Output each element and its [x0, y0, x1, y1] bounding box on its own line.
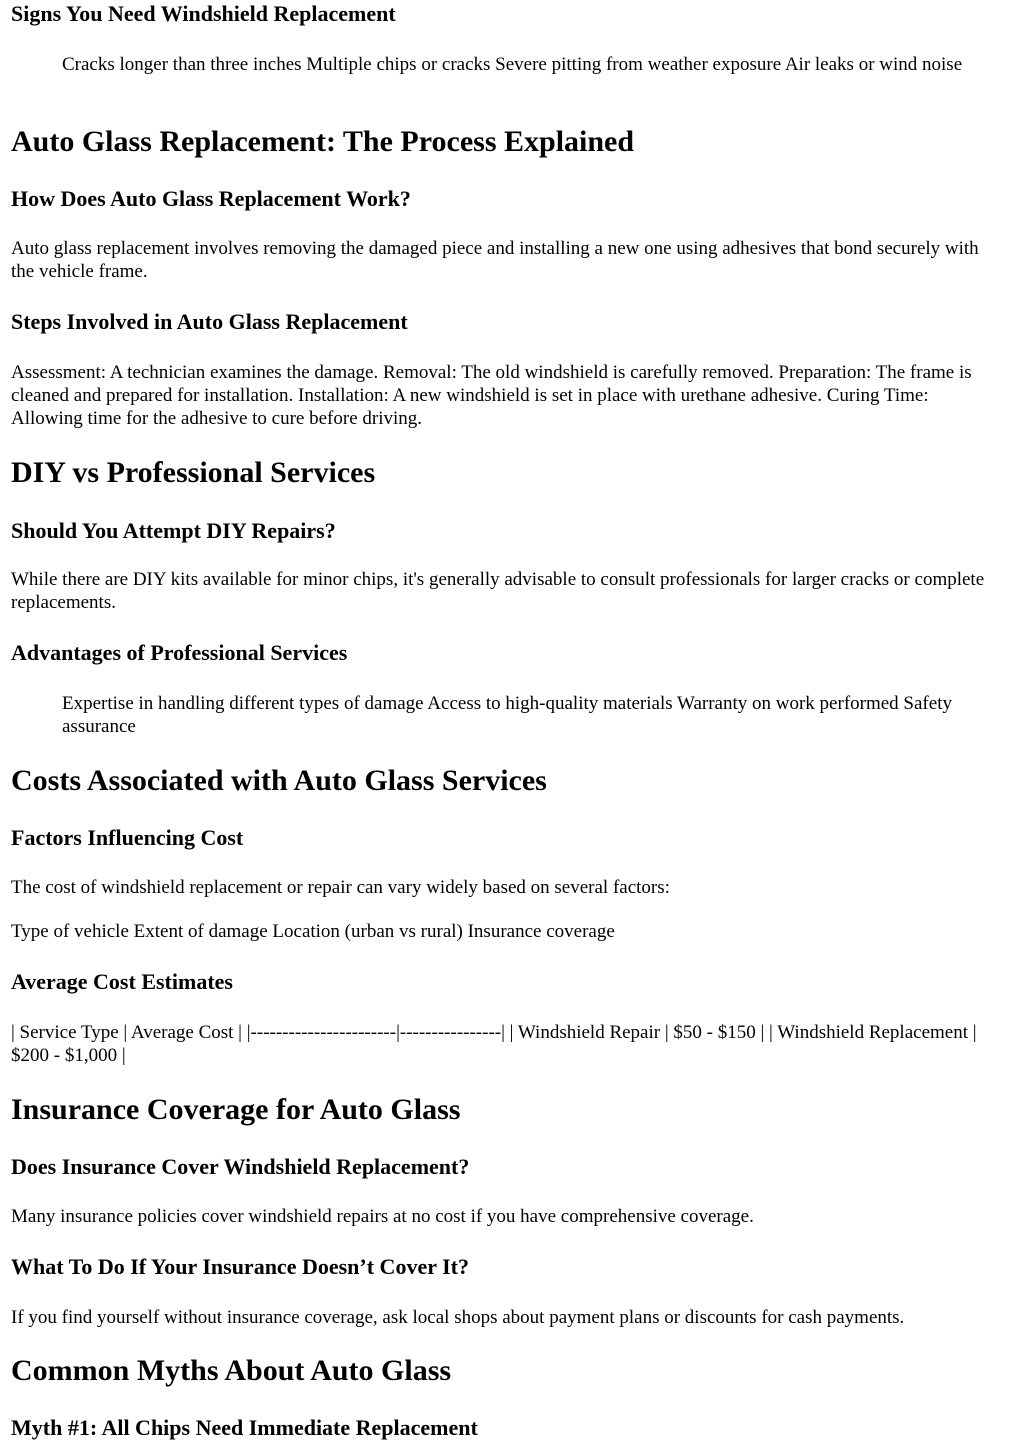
- average-heading: Average Cost Estimates: [11, 969, 233, 994]
- factors-list: Type of vehicle Extent of damage Location (urban vs rural) Insurance coverage: [11, 921, 615, 942]
- steps-paragraph: Assessment: A technician examines the damage. Removal: The old windshield is carefully removed. Preparation: The frame is cleaned and prepared for installation. Installation: A new windshield is set in place with urethane adhesive. Curing Time: Allowing time for the adhesive to cure before driving.: [11, 362, 972, 429]
- attempt-heading: Should You Attempt DIY Repairs?: [11, 518, 336, 543]
- notcover-heading: What To Do If Your Insurance Doesn’t Cover It?: [11, 1254, 469, 1279]
- notcover-paragraph: If you find yourself without insurance coverage, ask local shops about payment plans or discounts for cash payments.: [11, 1307, 905, 1328]
- myth1-heading: Myth #1: All Chips Need Immediate Replacement: [11, 1415, 478, 1440]
- advantages-heading: Advantages of Professional Services: [11, 640, 348, 665]
- process-heading: Auto Glass Replacement: The Process Explained: [11, 125, 635, 158]
- insurance-heading: Insurance Coverage for Auto Glass: [11, 1093, 461, 1126]
- signs-heading: Signs You Need Windshield Replacement: [11, 1, 396, 26]
- diy-heading: DIY vs Professional Services: [11, 456, 376, 489]
- myths-heading: Common Myths About Auto Glass: [11, 1354, 452, 1387]
- steps-heading: Steps Involved in Auto Glass Replacement: [11, 309, 408, 334]
- average-cost-table-text: | Service Type | Average Cost | |-----------------------|----------------| | Windshield Repair | $50 - $150 | | Windshield Replacement | $200 - $1,000 |: [11, 1022, 977, 1066]
- factors-heading: Factors Influencing Cost: [11, 825, 244, 850]
- how-heading: How Does Auto Glass Replacement Work?: [11, 186, 411, 211]
- how-paragraph: Auto glass replacement involves removing the damaged piece and installing a new one using adhesives that bond securely with the vehicle frame.: [11, 238, 979, 282]
- advantages-list: Expertise in handling different types of damage Access to high-quality materials Warranty on work performed Safety assurance: [62, 693, 952, 737]
- signs-list: Cracks longer than three inches Multiple chips or cracks Severe pitting from weather exposure Air leaks or wind noise: [62, 54, 963, 75]
- attempt-paragraph: While there are DIY kits available for minor chips, it's generally advisable to consult professionals for larger cracks or complete replacements.: [11, 569, 985, 613]
- factors-paragraph: The cost of windshield replacement or repair can vary widely based on several factors:: [11, 877, 670, 898]
- cover-heading: Does Insurance Cover Windshield Replacement?: [11, 1154, 470, 1179]
- cover-paragraph: Many insurance policies cover windshield repairs at no cost if you have comprehensive coverage.: [11, 1206, 754, 1227]
- costs-heading: Costs Associated with Auto Glass Services: [11, 764, 547, 797]
